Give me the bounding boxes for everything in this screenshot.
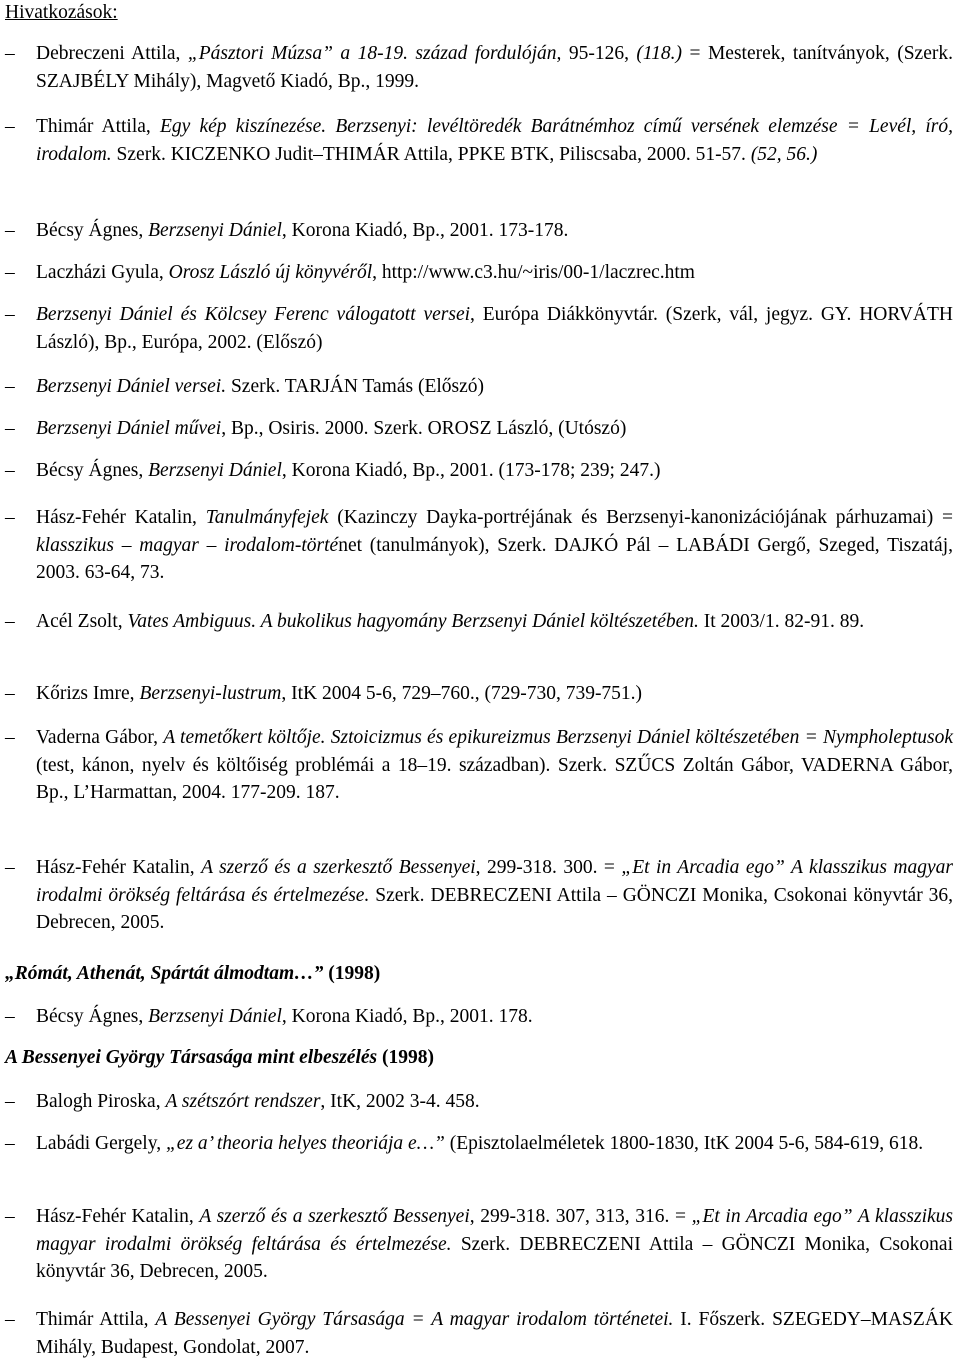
italic-text: Berzsenyi Dániel [148, 1006, 282, 1027]
italic-text: Vates Ambiguus. A bukolikus hagyomány Berzsenyi Dániel költészetében. [127, 611, 699, 632]
italic-text: A temetőkert költője. Sztoicizmus és epikureizmus Berzsenyi Dániel költészetében = Nympholeptusok [163, 727, 953, 748]
text-segment: Thimár Attila, [36, 1309, 156, 1330]
text-segment: Thimár Attila, [36, 116, 160, 137]
text-segment: (Episztolaelméletek 1800-1830, ItK 2004 5-6, 584-619, 618. [444, 1133, 924, 1154]
dash-bullet: – [5, 1309, 15, 1330]
text-segment: It 2003/1. 82-91. 89. [698, 611, 865, 632]
dash-bullet: – [5, 1006, 15, 1027]
italic-text: A szerző és a szerkesztő Bessenyei [199, 1206, 470, 1227]
text-segment: , Bp., Osiris. 2000. Szerk. OROSZ László, (Utószó) [221, 418, 627, 439]
dash-bullet: – [5, 683, 15, 704]
italic-text: Egy kép kiszínezése. [159, 116, 327, 137]
reference-entry [5, 1306, 953, 1361]
italic-text: Berzsenyi Dániel művei [36, 418, 222, 439]
reference-entry [5, 40, 953, 95]
reference-entry [5, 1088, 953, 1116]
dash-bullet: – [5, 1206, 15, 1227]
dash-bullet: – [5, 304, 15, 325]
reference-entry [5, 724, 953, 807]
text-segment: Szerk. KICZENKO Judit–THIMÁR Attila, PPKE BTK, Piliscsaba, 2000. 51-57. [111, 143, 751, 165]
text-segment: , 299-318. 300. = [475, 857, 622, 878]
text-segment: Bécsy Ágnes, [36, 1006, 149, 1027]
text-segment: , ItK, 2002 3-4. 458. [320, 1091, 480, 1112]
text-segment: , http://www.c3.hu/~iris/00-1/laczrec.htm [372, 262, 695, 283]
text-segment: I. Főszerk. SZEGEDY–MASZÁK Mihály, Budapest, Gondolat, 2007. [36, 1309, 953, 1358]
reference-entry [5, 217, 953, 245]
italic-text: „Rómát, Athenát, Spártát álmodtam…” [5, 963, 324, 984]
text-segment: Szerk. TARJÁN Tamás (Előszó) [226, 376, 485, 397]
reference-entry [5, 608, 953, 636]
dash-bullet: – [5, 262, 15, 283]
italic-text: (52, 56.) [750, 143, 818, 165]
italic-text: Berzsenyi Dániel [148, 460, 282, 481]
text-segment: Balogh Piroska, [36, 1091, 166, 1112]
italic-text: Orosz László új könyvéről [168, 262, 373, 283]
dash-bullet: – [5, 220, 15, 241]
dash-bullet: – [5, 116, 15, 137]
italic-text: A Bessenyei György Társasága = A magyar irodalom történetei. [155, 1309, 674, 1330]
dash-bullet: – [5, 507, 15, 528]
text-segment: (1998) [377, 1047, 434, 1068]
italic-text: „Et in Arcadia ego” A klasszikus magyar irodalmi örökség feltárása és értelmezése. [36, 1206, 954, 1255]
dash-bullet: – [5, 1091, 15, 1112]
text-segment: 95-126, [561, 43, 637, 64]
dash-bullet: – [5, 418, 15, 439]
reference-entry [5, 457, 953, 485]
text-segment: net (tanulmányok), Szerk. DAJKÓ Pál – LABÁDI Gergő, Szeged, Tiszatáj, 2003. 63-64, 73. [36, 534, 953, 583]
italic-text: klasszikus – magyar – irodalom-törté [36, 534, 339, 556]
dash-bullet: – [5, 857, 15, 878]
section-title [5, 961, 380, 987]
text-segment: Szerk. DEBRECZENI Attila – GÖNCZI Monika, Csokonai könyvtár 36, Debrecen, 2005. [36, 1233, 953, 1282]
text-segment: , ItK 2004 5-6, 729–760., (729-730, 739-751.) [281, 683, 643, 704]
text-segment: Acél Zsolt, [36, 611, 128, 632]
reference-entry [5, 259, 953, 287]
italic-text: A Bessenyei György Társasága mint elbeszélés [5, 1047, 378, 1068]
italic-text: Berzsenyi Dániel versei. [36, 376, 227, 397]
reference-entry [5, 680, 953, 708]
text-segment: , Európa Diákkönyvtár. (Szerk, vál, jegyz. GY. HORVÁTH László), Bp., Európa, 2002. (Előszó) [36, 304, 953, 353]
text-segment: Bécsy Ágnes, [36, 460, 149, 481]
dash-bullet: – [5, 1133, 15, 1154]
italic-text: A szerző és a szerkesztő Bessenyei [201, 857, 476, 878]
text-segment: (1998) [323, 963, 381, 984]
text-segment: Kőrizs Imre, [36, 683, 140, 704]
text-segment: = Mesterek, tanítványok, (Szerk. SZAJBÉLY Mihály), Magvető Kiadó, Bp., 1999. [36, 43, 953, 92]
reference-entry [5, 301, 953, 356]
reference-entry [5, 1003, 953, 1031]
reference-entry [5, 504, 953, 587]
text-segment: Debreczeni Attila, [36, 43, 188, 64]
italic-text: „Et in Arcadia ego” A klasszikus magyar irodalmi örökség feltárása és értelmezése. [36, 857, 954, 906]
text-segment: Vaderna Gábor, [36, 727, 164, 748]
text-segment: (Kazinczy Dayka-portréjának és Berzsenyi-kanonizációjának párhuzamai) = [328, 507, 953, 528]
italic-text: „Pásztori Múzsa” a 18-19. század fordulóján, [187, 43, 562, 64]
text-segment [326, 116, 335, 137]
text-segment: , Korona Kiadó, Bp., 2001. (173-178; 239; 247.) [281, 460, 661, 481]
text-segment: Hász-Fehér Katalin, [36, 507, 206, 528]
text-segment: Laczházi Gyula, [36, 262, 169, 283]
dash-bullet: – [5, 43, 15, 64]
text-segment: , Korona Kiadó, Bp., 2001. 173-178. [281, 220, 569, 241]
reference-entry [5, 373, 953, 401]
italic-text: Tanulmányfejek [205, 507, 329, 528]
italic-text: Berzsenyi: levéltöredék Barátnémhoz című versének elemzése = Levél, író, irodalom. [36, 116, 953, 165]
italic-text: Berzsenyi-lustrum [139, 683, 282, 704]
text-segment: Hász-Fehér Katalin, [36, 857, 202, 878]
dash-bullet: – [5, 460, 15, 481]
reference-entry [5, 113, 953, 168]
text-segment: Szerk. DEBRECZENI Attila – GÖNCZI Monika, Csokonai könyvtár 36, Debrecen, 2005. [36, 884, 953, 933]
dash-bullet: – [5, 611, 15, 632]
reference-entry [5, 415, 953, 443]
text-segment: Bécsy Ágnes, [36, 220, 149, 241]
reference-entry [5, 1130, 953, 1158]
references-heading: Hivatkozások: [5, 2, 118, 23]
dash-bullet: – [5, 727, 15, 748]
text-segment: , Korona Kiadó, Bp., 2001. 178. [281, 1006, 533, 1027]
text-segment: , 299-318. 307, 313, 316. = [469, 1206, 692, 1227]
italic-text: A szétszórt rendszer [165, 1091, 321, 1112]
reference-entry [5, 1203, 954, 1286]
text-segment: Hász-Fehér Katalin, [36, 1206, 200, 1227]
text-segment: Labádi Gergely, [36, 1133, 166, 1154]
italic-text: „ez a’ theoria helyes theoriája e…” [165, 1133, 445, 1154]
italic-text: (118.) [636, 43, 683, 64]
reference-entry [5, 854, 954, 937]
text-segment: (test, kánon, nyelv és költőiség problémái a 18–19. században). Szerk. SZŰCS Zoltán Gábor, VADERNA Gábor, Bp., L’Harmattan, 2004. 177-209. 187. [36, 754, 953, 803]
italic-text: Berzsenyi Dániel [148, 220, 282, 241]
italic-text: Berzsenyi Dániel és Kölcsey Ferenc válogatott versei [36, 304, 471, 325]
section-title [5, 1045, 434, 1071]
dash-bullet: – [5, 376, 15, 397]
